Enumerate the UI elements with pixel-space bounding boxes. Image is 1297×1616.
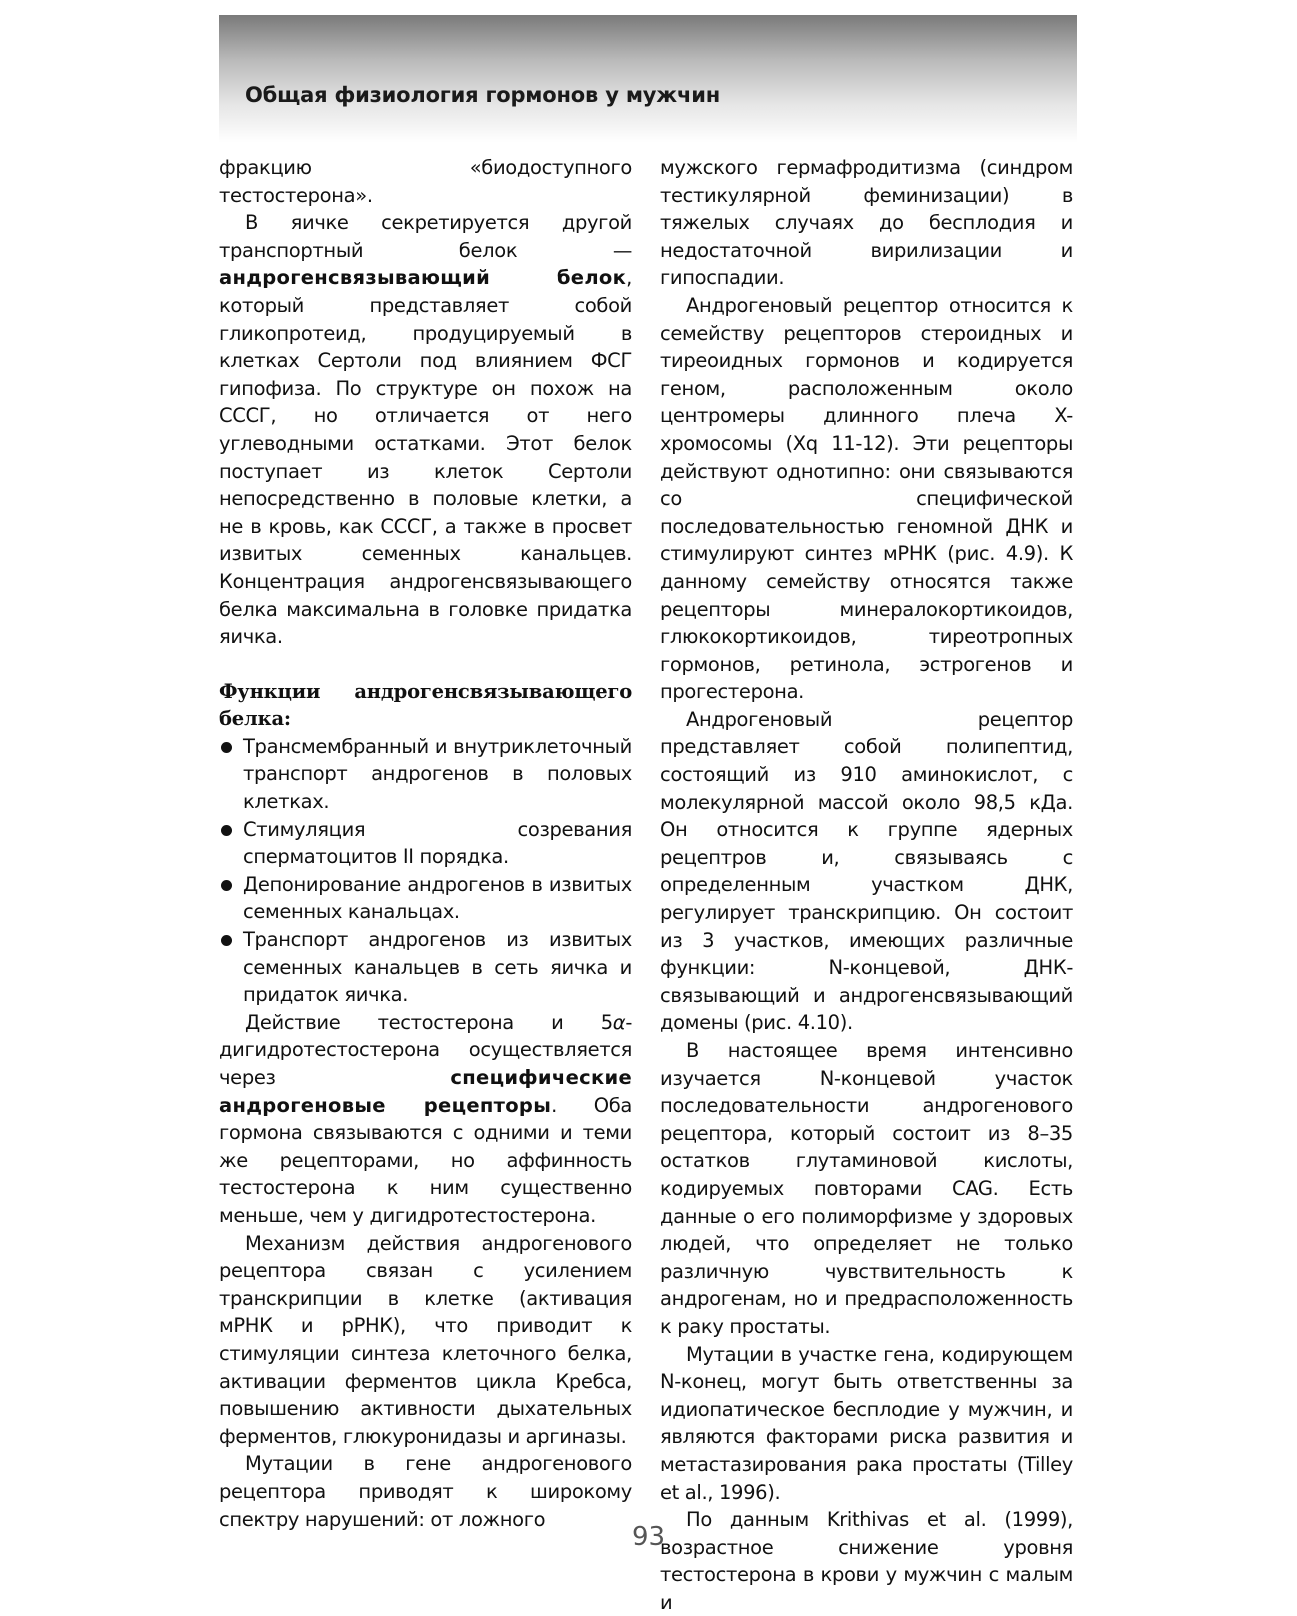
left-paragraph-3 (219, 1009, 632, 1230)
list-item (219, 816, 632, 871)
list-item (219, 871, 632, 926)
bullet-icon (221, 935, 232, 946)
right-column (660, 154, 1073, 1616)
bullet-icon (221, 825, 232, 836)
left-paragraph-2 (219, 209, 632, 651)
text-run: . Оба гормона связываются с одними и теми же рецепторами, но аффинность тестостерона к ним существенно меньше, чем у дигидротестостерона. (219, 1093, 632, 1227)
header-title: Общая физиология гормонов у мужчин (245, 83, 721, 107)
text-run: -дигидротестостерона осуществляется через (219, 1010, 632, 1089)
right-paragraph-1: мужского гермафродитизма (синдром тестикулярной феминизации) в тяжелых случаях до бесплодия и недостаточной вирилизации и гипоспадии. (660, 156, 1073, 290)
functions-list (219, 733, 632, 1009)
right-paragraph-2: Андрогеновый рецептор относится к семейству рецепторов стероидных и тиреоидных гормонов и кодируется геном, расположенным около центромеры длинного плеча X-хромосомы (Xq 11-12). Эти рецепторы действуют однотипно: они связываются со специфической последовательностью геномной ДНК и стимулируют синтез мРНК (рис. 4.9). К данному семейству относятся также рецепторы минералокортикоидов, глюкокортикоидов, тиреотропных гормонов, ретинола, эстрогенов и прогестерона. (660, 293, 1073, 704)
page-number: 93 (631, 1522, 666, 1552)
left-column (219, 154, 632, 1533)
bullet-icon (221, 742, 232, 753)
left-paragraph-1: фракцию «биодоступного тестостерона». (219, 156, 632, 207)
term-androgen-binding-protein: андрогенсвязывающий белок (219, 266, 627, 290)
left-paragraph-5: Мутации в гене андрогенового рецептора приводят к широкому спектру нарушений: от ложного (219, 1452, 632, 1531)
text-run: Действие тестостерона и 5 (245, 1010, 613, 1034)
text-run: В яичке секретируется другой транспортный белок — (219, 211, 632, 262)
list-item (219, 926, 632, 1009)
right-paragraph-4: В настоящее время интенсивно изучается N-концевой участок последовательности андрогенового рецептора, который состоит из 8–35 остатков глутаминовой кислоты, кодируемых повторами CAG. Есть данные о его полиморфизме у здоровых людей, что определяет не только различную чувствительность к андрогенам, но и предрасположенность к раку простаты. (660, 1039, 1073, 1338)
running-header (219, 15, 1077, 143)
section-heading: Функции андрогенсвязывающего белка: (219, 679, 632, 731)
term-androgen-receptors: специфические андрогеновые рецепторы (219, 1066, 632, 1117)
list-item-text: Транспорт андрогенов из извитых семенных канальцев в сеть яичка и придаток яичка. (243, 928, 632, 1007)
list-item-text: Депонирование андрогенов в извитых семенных канальцах. (243, 872, 632, 924)
right-paragraph-3: Андрогеновый рецептор представляет собой полипептид, состоящий из 910 аминокислот, с молекулярной массой около 98,5 кДа. Он относится к группе ядерных рецептров и, связываясь с определенным участком ДНК, регулирует транскрипцию. Он состоит из 3 участков, имеющих различные функции: N-концевой, ДНК-связывающий и андрогенсвязывающий домены (рис. 4.10). (660, 707, 1073, 1035)
list-item (219, 733, 632, 816)
right-paragraph-6: По данным Krithivas et al. (1999), возрастное снижение уровня тестостерона в крови у мужчин с малым и (660, 1508, 1073, 1614)
right-paragraph-5: Мутации в участке гена, кодирующем N-конец, могут быть ответственны за идиопатическое бесплодие у мужчин, и являются факторами риска развития и метастазирования рака простаты (Tilley et al., 1996). (660, 1342, 1073, 1504)
left-paragraph-4: Механизм действия андрогенового рецептора связан с усилением транскрипции в клетке (активация мРНК и рРНК), что приводит к стимуляции синтеза клеточного белка, активации ферментов цикла Кребса, повышению активности дыхательных ферментов, глюкуронидазы и аргиназы. (219, 1231, 632, 1448)
bullet-icon (221, 880, 232, 891)
list-item-text: Стимуляция созревания сперматоцитов II порядка. (243, 817, 632, 869)
alpha-symbol: α (612, 1010, 626, 1034)
text-run: , который представляет собой гликопротеид, продуцируемый в клетках Сертоли под влиянием ФСГ гипофиза. По структуре он похож на СССГ, но отличается от него углеводными остатками. Этот белок поступает из клеток Сертоли непосредственно в половые клетки, а не в кровь, как СССГ, а также в просвет извитых семенных канальцев. Концентрация андрогенсвязывающего белка максимальна в головке придатка яичка. (219, 266, 632, 649)
list-item-text: Трансмембранный и внутриклеточный транспорт андрогенов в половых клетках. (243, 734, 632, 814)
